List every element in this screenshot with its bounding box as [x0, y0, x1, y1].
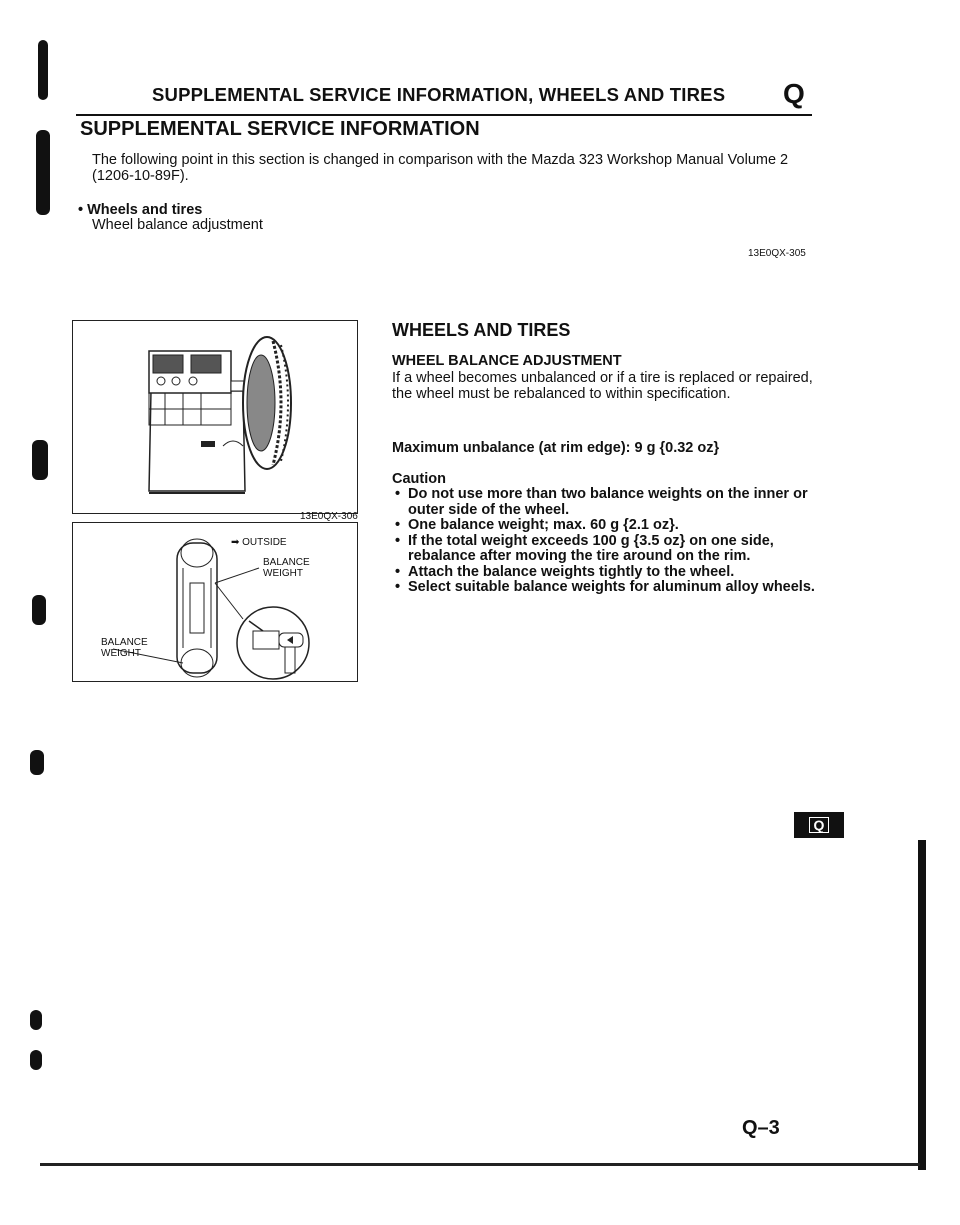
binding-mark — [30, 750, 44, 775]
caution-list — [392, 487, 822, 596]
bullet-subitem: Wheel balance adjustment — [92, 217, 263, 233]
content-subheading: WHEEL BALANCE ADJUSTMENT — [392, 353, 622, 369]
caution-item: • Select suitable balance weights for aluminum alloy wheels. — [392, 580, 822, 596]
binding-mark — [36, 130, 50, 215]
page-number: Q–3 — [742, 1117, 780, 1139]
balance-weight-label-right: BALANCE — [263, 557, 310, 568]
header-rule — [76, 114, 812, 116]
content-heading: WHEELS AND TIRES — [392, 320, 571, 340]
caution-item: • One balance weight; max. 60 g {2.1 oz}. — [392, 518, 822, 534]
footer-rule — [40, 1163, 920, 1166]
binding-mark — [918, 840, 926, 1170]
caution-item: • If the total weight exceeds 100 g {3.5 oz} on one side, rebalance after moving the tire around on the rim. — [392, 534, 822, 565]
caution-item: • Do not use more than two balance weights on the inner or outer side of the wheel. — [392, 487, 822, 518]
section-tab-label: Q — [809, 817, 830, 833]
balance-weight-label-left: BALANCE — [101, 637, 148, 648]
spec-line: Maximum unbalance (at rim edge): 9 g {0.32 oz} — [392, 440, 720, 456]
balance-weight-label-right: WEIGHT — [263, 568, 303, 579]
section-heading: SUPPLEMENTAL SERVICE INFORMATION — [80, 118, 480, 140]
caution-title: Caution — [392, 471, 446, 487]
outside-label: ➡ OUTSIDE — [231, 537, 287, 548]
wheel-balancer-illustration — [73, 321, 357, 513]
binding-mark — [30, 1010, 42, 1030]
caution-item: • Attach the balance weights tightly to the wheel. — [392, 565, 822, 581]
bullet-wheels-and-tires: • Wheels and tires — [78, 202, 203, 218]
figure-code: 13E0QX-306 — [300, 511, 358, 522]
balance-weight-figure — [72, 522, 358, 682]
section-tab — [794, 812, 844, 838]
binding-mark — [30, 1050, 42, 1070]
section-letter: Q — [783, 78, 805, 109]
binding-mark — [32, 595, 46, 625]
wheel-balancer-figure — [72, 320, 358, 514]
intro-paragraph: The following point in this section is changed in comparison with the Mazda 323 Workshop Manual Volume 2 (1206-10-89F). — [92, 152, 789, 184]
binding-mark — [32, 440, 48, 480]
balance-weight-label-left: WEIGHT — [101, 648, 141, 659]
caution-block — [392, 471, 822, 596]
figure-code: 13E0QX-305 — [748, 248, 806, 259]
content-paragraph: If a wheel becomes unbalanced or if a tire is replaced or repaired, the wheel must be rebalanced to within specification. — [392, 370, 813, 402]
binding-mark — [38, 40, 48, 100]
running-header-title: SUPPLEMENTAL SERVICE INFORMATION, WHEELS AND TIRES — [152, 84, 726, 105]
